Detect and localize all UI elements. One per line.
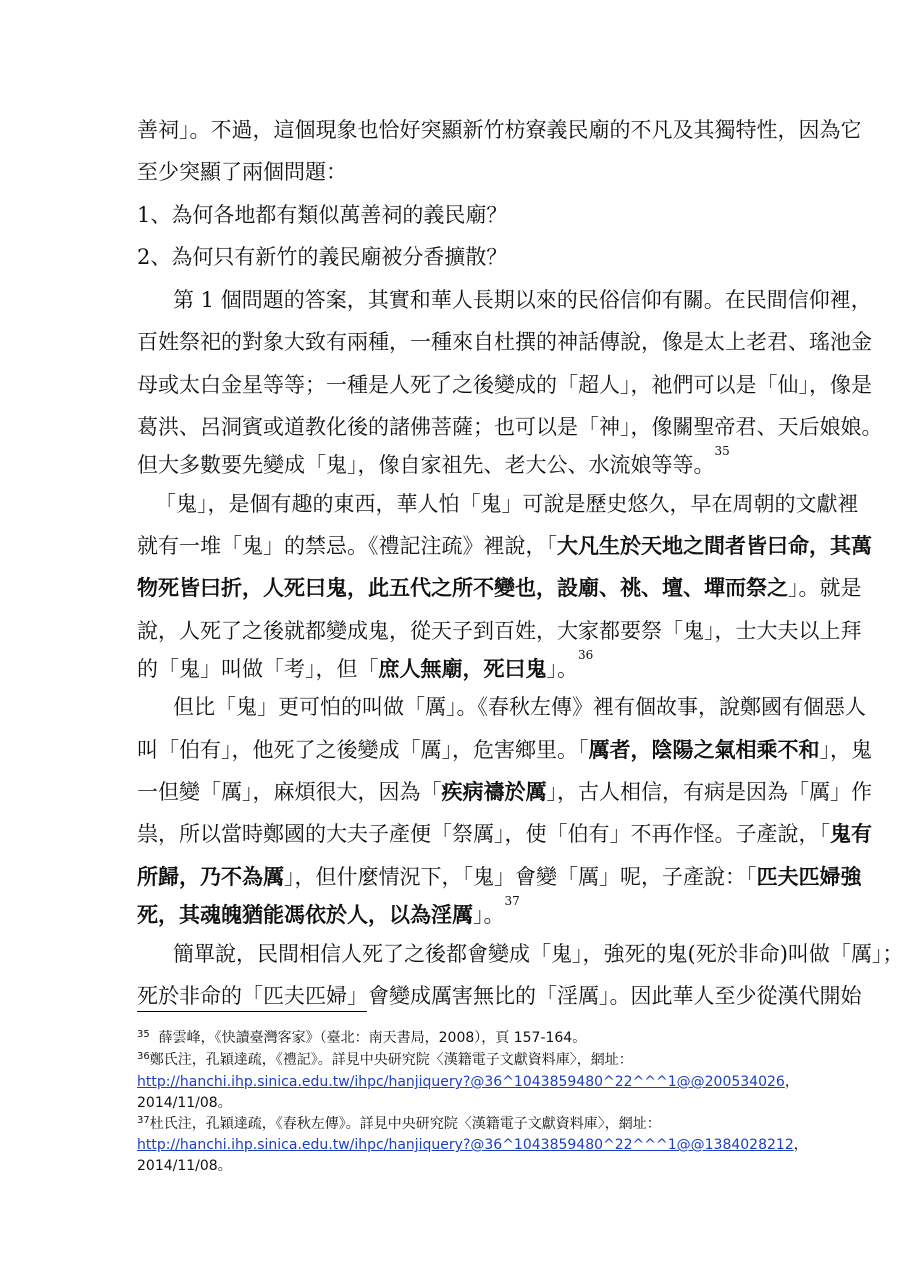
paragraph-line-6: [137, 330, 872, 354]
text-run: 死於非命的「匹夫匹婦」會變成厲害無比的「淫厲」。因此華人至少從漢代開始: [137, 984, 862, 1008]
text-run: 簡單說，民間相信人死了之後都會變成「鬼」，強死的鬼(死於非命)叫做「厲」；: [173, 942, 903, 966]
paragraph-line-9: [137, 444, 767, 482]
text-run: 第 1 個問題的答案，其實和華人長期以來的民俗信仰有關。在民間信仰裡，: [173, 288, 872, 312]
footnote-separator: [137, 1011, 367, 1012]
text-run: 一但變「厲」，麻煩很大，因為「: [137, 780, 442, 804]
text-run: 」。: [546, 657, 578, 681]
text-run: 1、為何各地都有類似萬善祠的義民廟？: [137, 203, 508, 227]
text-run: 葛洪、呂洞賓或道教化後的諸佛菩薩；也可以是「神」，像關聖帝君、天后娘娘。: [137, 415, 883, 439]
quote-bold: 大凡生於天地之間者皆曰命，其萬: [557, 533, 872, 558]
text-run: 祟，所以當時鄭國的大夫子產便「祭厲」，使「伯有」不再作怪。子產說，「: [137, 822, 830, 846]
paragraph-line-5: [173, 288, 872, 312]
text-run: 」，但什麼情況下，「鬼」會變「厲」呢，子產說：「: [284, 865, 757, 889]
text-run: 說，人死了之後就都變成鬼，從天子到百姓，大家都要祭「鬼」，士大夫以上拜: [137, 619, 862, 643]
footnote-text: 杜氏注，孔穎達疏，《春秋左傳》。詳見中央研究院〈漢籍電子文獻資料庫〉，網址：: [149, 1116, 661, 1132]
quote-bold: 物死皆曰折，人死曰鬼，此五代之所不變也，設廟、祧、壇、墠而祭之: [137, 575, 788, 600]
footnote-link[interactable]: http://hanchi.ihp.sinica.edu.tw/ihpc/hanjiquery?@36^1043859480^22^^^1@@1384028212: [137, 1137, 794, 1153]
quote-bold: 疾病禱於厲: [441, 779, 547, 804]
paragraph-line-20: [137, 894, 767, 932]
text-run: 善祠」。不過，這個現象也恰好突顯新竹枋寮義民廟的不凡及其獨特性，因為它: [137, 118, 862, 142]
paragraph-line-8: [137, 415, 883, 439]
text-run: 」。就是: [788, 576, 862, 600]
footnote-ref-35[interactable]: 35: [714, 444, 730, 458]
footnote-37-date: [137, 1158, 777, 1175]
question-2: [137, 245, 767, 269]
text-run: 「鬼」，是個有趣的東西，華人怕「鬼」可說是歷史悠久，早在周朝的文獻裡: [155, 492, 859, 516]
paragraph-line-16: [137, 737, 872, 762]
footnote-number: 37: [137, 1115, 150, 1126]
paragraph-line-11: [137, 533, 872, 558]
quote-bold: 厲者，陰陽之氣相乘不和: [588, 737, 820, 762]
footnote-36-date: [137, 1095, 777, 1112]
text-run: 母或太白金星等等；一種是人死了之後變成的「超人」，祂們可以是「仙」，像是: [137, 373, 872, 397]
text-run: 的「鬼」叫做「考」，但「: [137, 657, 379, 681]
paragraph-line-14: [137, 648, 767, 686]
paragraph-line-19: [137, 864, 862, 889]
footnote-date: 2014/11/08。: [137, 1158, 232, 1174]
paragraph-line-15: [173, 695, 866, 719]
paragraph-line-22: [137, 984, 862, 1008]
footnote-date: 2014/11/08。: [137, 1095, 232, 1111]
quote-bold: 匹夫匹婦強: [756, 864, 862, 889]
text-run: 就有一堆「鬼」的禁忌。《禮記注疏》裡說，「: [137, 534, 557, 558]
text-run: 」，古人相信，有病是因為「厲」作: [546, 780, 872, 804]
footnote-36: [137, 1052, 777, 1069]
paragraph-line-21: [173, 942, 903, 966]
footnote-text: 鄭氏注，孔穎達疏，《禮記》。詳見中央研究院〈漢籍電子文獻資料庫〉，網址：: [149, 1052, 633, 1068]
text-run: 但大多數要先變成「鬼」，像自家祖先、老大公、水流娘等等。: [137, 453, 715, 477]
text-run: 2、為何只有新竹的義民廟被分香擴散？: [137, 245, 508, 269]
footnote-ref-36[interactable]: 36: [578, 648, 594, 662]
footnote-35: [137, 1030, 777, 1047]
footnote-text: 薛雲峰，《快讀臺灣客家》（臺北：南天書局，2008），頁 157-164。: [158, 1030, 587, 1046]
quote-bold: 鬼有: [830, 821, 872, 846]
question-1: [137, 203, 767, 227]
footnote-37-url-line: [137, 1137, 808, 1154]
text-run: 百姓祭祀的對象大致有兩種，一種來自杜撰的神話傳說，像是太上老君、瑤池金: [137, 330, 872, 354]
footnote-number: 36: [137, 1051, 150, 1062]
paragraph-line-18: [137, 821, 872, 846]
paragraph-line-10: [155, 492, 859, 516]
paragraph-line-13: [137, 619, 862, 643]
footnote-37: [137, 1116, 777, 1133]
footnote-ref-37[interactable]: 37: [504, 894, 520, 908]
quote-bold: 庶人無廟，死曰鬼: [378, 656, 547, 681]
quote-bold: 所歸，乃不為厲: [137, 864, 284, 889]
footnote-link[interactable]: http://hanchi.ihp.sinica.edu.tw/ihpc/hanjiquery?@36^1043859480^22^^^1@@200534026: [137, 1074, 785, 1090]
footnote-36-url-line: [137, 1074, 799, 1091]
footnote-text: ，: [784, 1074, 799, 1090]
paragraph-line-17: [137, 779, 872, 804]
quote-bold: 死，其魂魄猶能馮依於人，以為淫厲: [137, 902, 473, 927]
paragraph-line-2: [137, 160, 767, 184]
footnote-text: ，: [793, 1137, 808, 1153]
paragraph-line-1: [137, 118, 862, 142]
text-run: 」，鬼: [819, 738, 872, 762]
text-run: 至少突顯了兩個問題：: [137, 160, 347, 184]
paragraph-line-12: [137, 575, 862, 600]
paragraph-line-7: [137, 373, 872, 397]
text-run: 叫「伯有」，他死了之後變成「厲」，危害鄉里。「: [137, 738, 589, 762]
text-run: 」。: [473, 903, 505, 927]
footnote-number: 35: [137, 1029, 150, 1040]
text-run: 但比「鬼」更可怕的叫做「厲」。《春秋左傳》裡有個故事，說鄭國有個惡人: [173, 695, 866, 719]
